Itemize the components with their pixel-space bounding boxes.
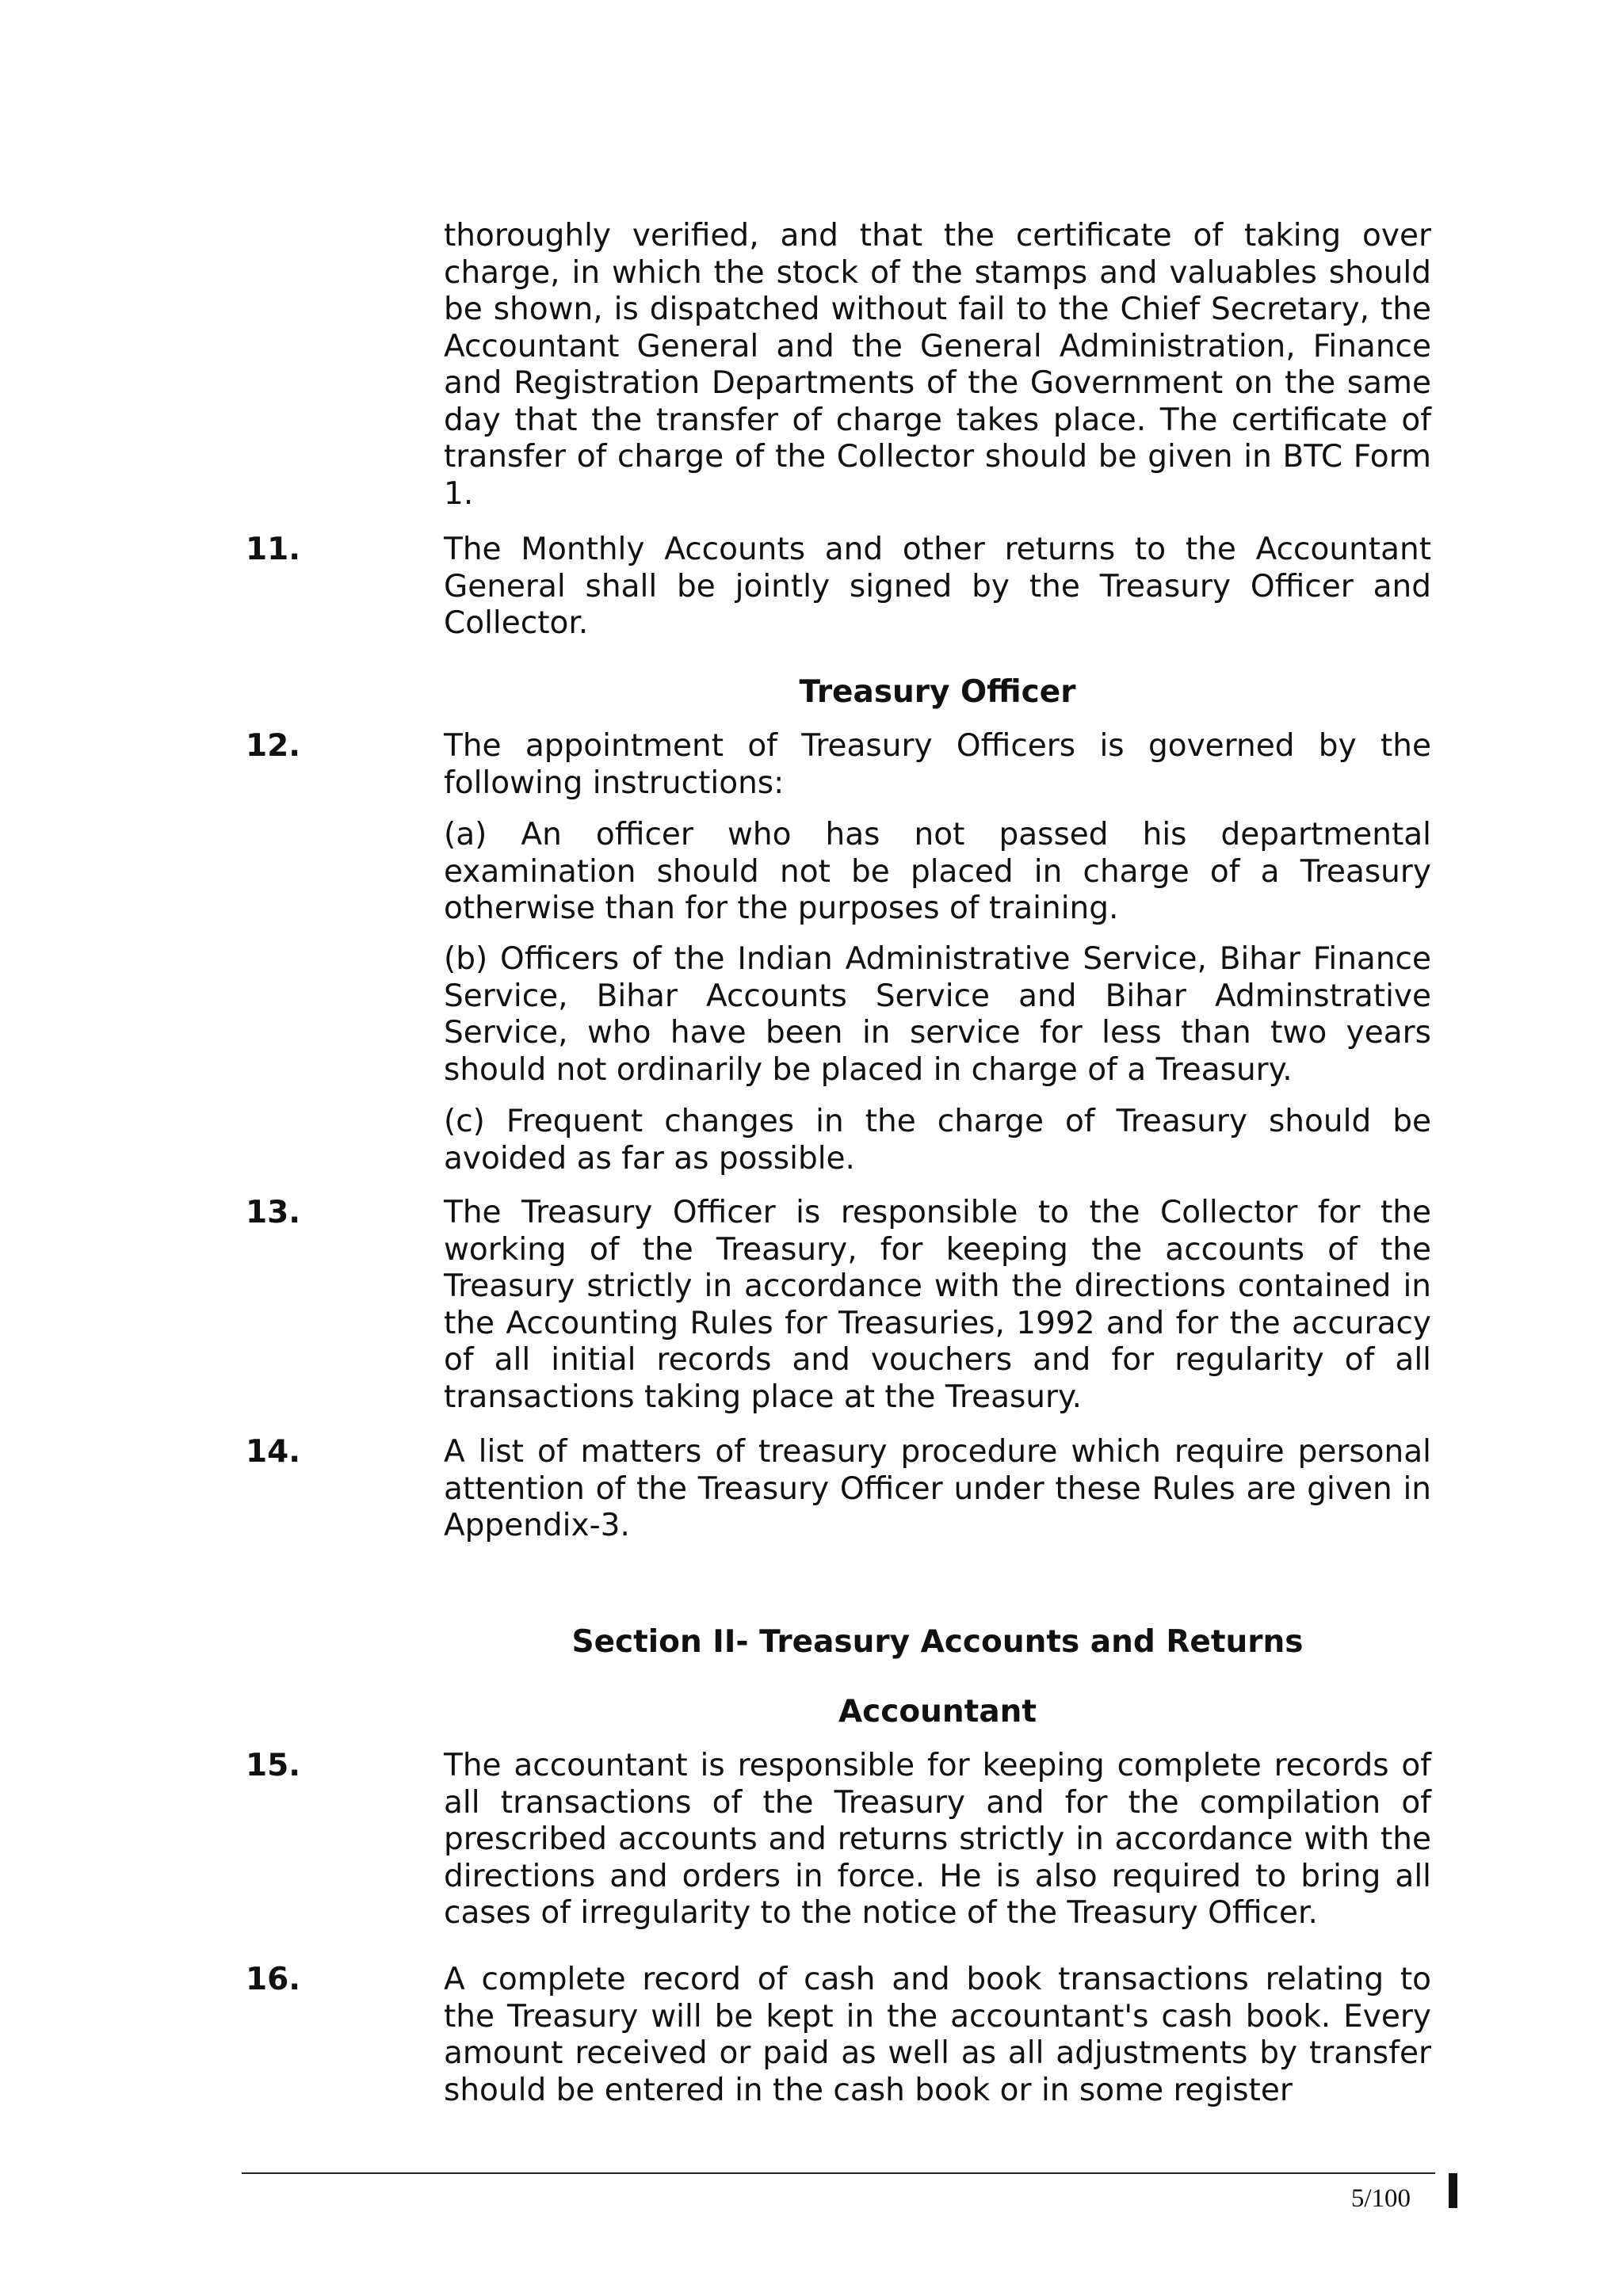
footer-rule xyxy=(242,2172,1435,2174)
page-number: 5/100 xyxy=(1350,2184,1411,2213)
heading-accountant: Accountant xyxy=(838,1694,1037,1730)
para-15-text: The accountant is responsible for keeping complete records of all transactions of the Treasury and for the compilation of prescribed accounts and returns strictly in accordance with the directions and orders in force. He is also required to bring all cases of irregularity to the notice of the Treasury Officer. xyxy=(444,1748,1431,1931)
para-16-number: 16. xyxy=(246,1962,301,1997)
para-12-item-b: (b) Officers of the Indian Administrative Service, Bihar Finance Service, Bihar Accounts Service and Bihar Adminstrative Service, who have been in service for less than two years should not ordinarily be placed in charge of a Treasury. xyxy=(444,941,1431,1088)
continuation-paragraph: thoroughly verified, and that the certificate of taking over charge, in which the stock of the stamps and valuables should be shown, is dispatched without fail to the Chief Secretary, the Accountant General and the General Administration, Finance and Registration Departments of the Government on the same day that the transfer of charge takes place. The certificate of transfer of charge of the Collector should be given in BTC Form 1. xyxy=(444,218,1431,512)
para-11-text: The Monthly Accounts and other returns to the Accountant General shall be jointly signed by the Treasury Officer and Collector. xyxy=(444,532,1431,641)
para-12-item-c: (c) Frequent changes in the charge of Treasury should be avoided as far as possible. xyxy=(444,1104,1431,1177)
para-13-text: The Treasury Officer is responsible to the Collector for the working of the Treasury, for keeping the accounts of the Treasury strictly in accordance with the directions contained in the Accounting Rules for Treasuries, 1992 and for the accuracy of all initial records and vouchers and for regularity of all transactions taking place at the Treasury. xyxy=(444,1195,1431,1415)
para-14-number: 14. xyxy=(246,1434,301,1470)
para-13-number: 13. xyxy=(246,1195,301,1230)
para-11-number: 11. xyxy=(246,532,301,567)
para-12-text: The appointment of Treasury Officers is governed by the following instructions: xyxy=(444,728,1431,801)
para-15-number: 15. xyxy=(246,1748,301,1783)
para-14-text: A list of matters of treasury procedure which require personal attention of the Treasury Officer under these Rules are given in Appendix-3. xyxy=(444,1434,1431,1543)
heading-treasury-officer: Treasury Officer xyxy=(799,674,1076,710)
heading-section-ii: Section II- Treasury Accounts and Returns xyxy=(571,1624,1304,1660)
para-12-number: 12. xyxy=(246,728,301,764)
para-12-item-a: (a) An officer who has not passed his departmental examination should not be placed in charge of a Treasury otherwise than for the purposes of training. xyxy=(444,817,1431,926)
para-16-text: A complete record of cash and book transactions relating to the Treasury will be kept in the accountant's cash book. Every amount received or paid as well as all adjustments by transfer should be entered in the cash book or in some register xyxy=(444,1962,1431,2108)
page-edge-marker xyxy=(1449,2173,1457,2208)
